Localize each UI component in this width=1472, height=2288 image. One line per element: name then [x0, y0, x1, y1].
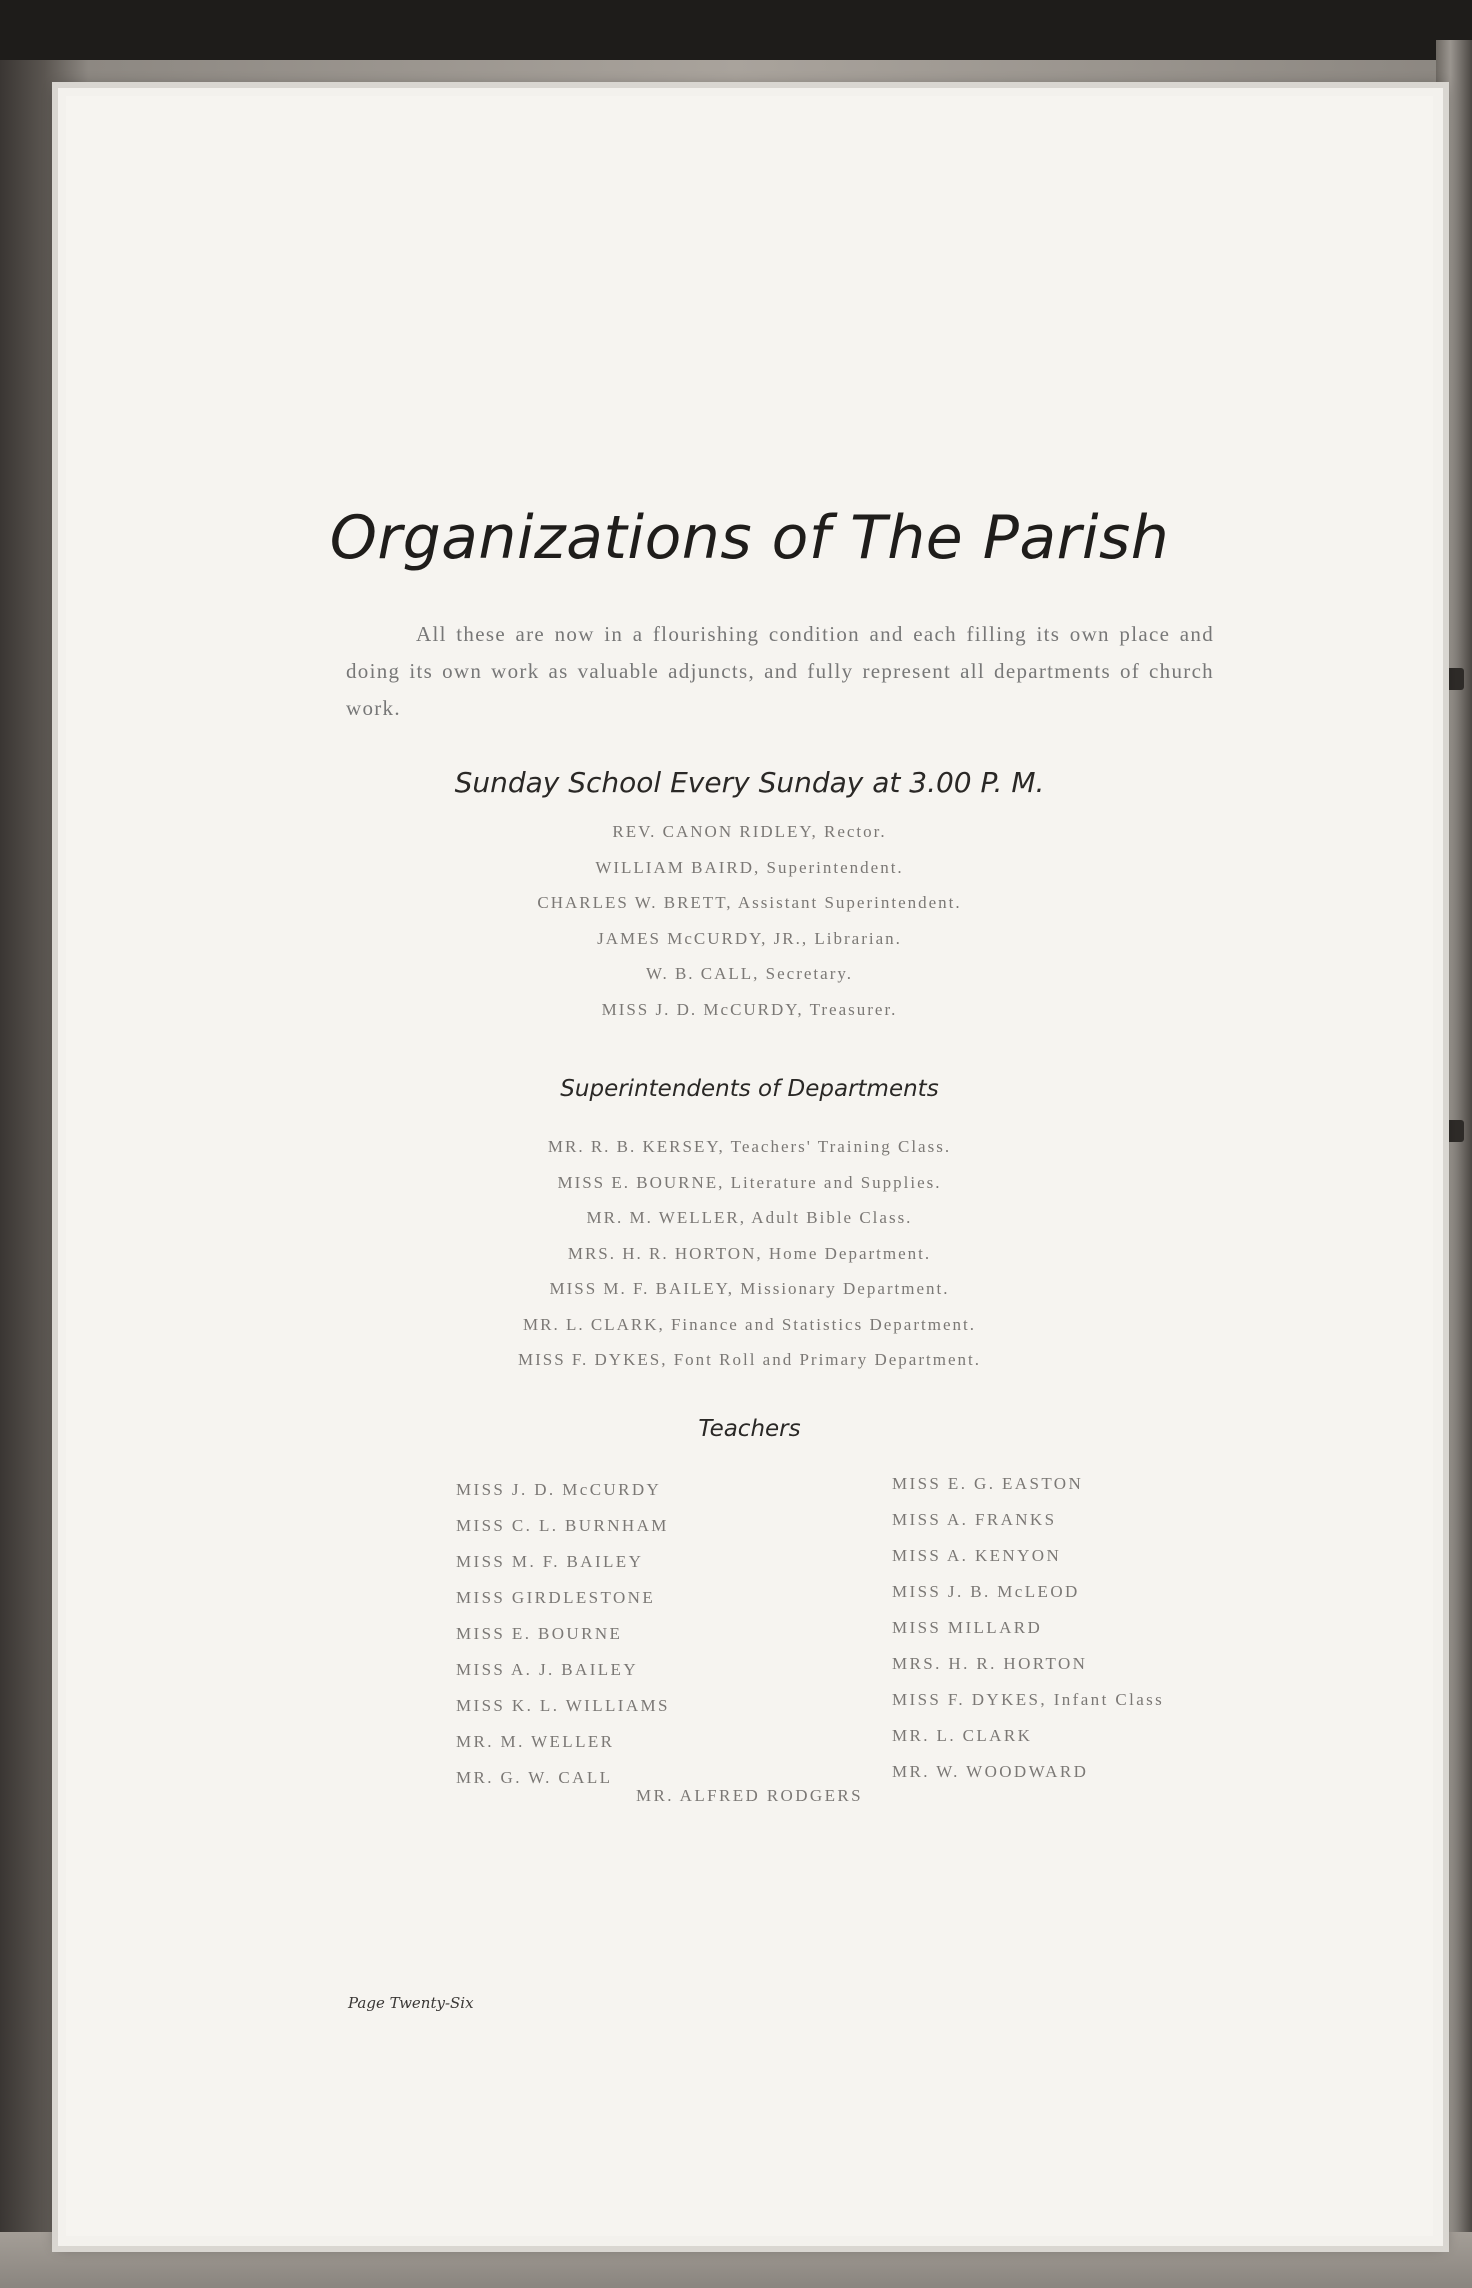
superintendent-entry: MRS. H. R. HORTON, Home Department. [567, 1243, 932, 1263]
teacher-entry: MISS A. FRANKS [892, 1510, 1057, 1529]
page-title: Organizations of The Parish [329, 503, 1170, 573]
teachers-heading: Teachers [698, 1416, 801, 1442]
superintendents-list [66, 1129, 1433, 1378]
teachers-left-column [456, 1472, 670, 1796]
teacher-entry: MRS. H. R. HORTON [892, 1654, 1088, 1673]
teacher-entry: MISS E. BOURNE [456, 1624, 623, 1643]
superintendent-entry: MISS F. DYKES, Font Roll and Primary Department. [518, 1350, 981, 1369]
page-content [66, 96, 1433, 2236]
intro-paragraph: All these are now in a flourishing condition and each filling its own place and doing its own work as valuable adjuncts, and fully represent all departments of church work. [346, 622, 1214, 720]
teacher-entry: MR. W. WOODWARD [892, 1762, 1089, 1781]
teacher-entry: MISS E. G. EASTON [892, 1474, 1084, 1493]
teacher-entry: MR. L. CLARK [892, 1726, 1033, 1745]
scan-top-edge [0, 0, 1472, 60]
officer-entry: REV. CANON RIDLEY, Rector. [612, 822, 887, 841]
teacher-entry: MISS K. L. WILLIAMS [456, 1696, 670, 1715]
page-paper [66, 96, 1433, 2236]
teacher-entry: MR. M. WELLER [456, 1732, 615, 1751]
teacher-entry: MISS A. J. BAILEY [456, 1660, 639, 1679]
superintendent-entry: MR. M. WELLER, Adult Bible Class. [586, 1208, 913, 1227]
superintendent-entry: MR. L. CLARK, Finance and Statistics Department. [523, 1314, 976, 1334]
binding-clip-mark [1446, 668, 1464, 690]
superintendent-entry: MISS E. BOURNE, Literature and Supplies. [557, 1172, 942, 1192]
teacher-entry: MISS C. L. BURNHAM [456, 1516, 669, 1535]
sunday-school-officers [66, 814, 1433, 1027]
teacher-entry: MISS MILLARD [892, 1618, 1043, 1637]
sunday-school-heading: Sunday School Every Sunday at 3.00 P. M. [454, 766, 1045, 799]
book-page [58, 88, 1443, 2246]
teacher-entry: MISS M. F. BAILEY [456, 1552, 644, 1571]
teacher-entry: MISS GIRDLESTONE [456, 1588, 656, 1607]
officer-entry: MISS J. D. McCURDY, Treasurer. [601, 999, 898, 1019]
officer-entry: W. B. CALL, Secretary. [645, 964, 854, 983]
officer-entry: WILLIAM BAIRD, Superintendent. [595, 857, 904, 877]
superintendent-entry: MR. R. B. KERSEY, Teachers' Training Class. [547, 1137, 952, 1156]
teacher-entry: MISS A. KENYON [892, 1546, 1062, 1565]
page-number: Page Twenty-Six [348, 1994, 474, 2012]
teacher-entry: MISS F. DYKES, Infant Class [892, 1690, 1165, 1709]
teacher-entry: MR. G. W. CALL [456, 1768, 613, 1787]
teacher-entry: MISS J. D. McCURDY [456, 1480, 662, 1499]
superintendents-heading: Superintendents of Departments [560, 1076, 939, 1102]
officer-entry: CHARLES W. BRETT, Assistant Superintendent. [537, 893, 962, 912]
superintendent-entry: MISS M. F. BAILEY, Missionary Department. [549, 1279, 950, 1298]
teacher-entry-final: MR. ALFRED RODGERS [636, 1786, 863, 1805]
binding-clip-mark [1446, 1120, 1464, 1142]
teacher-entry: MISS J. B. McLEOD [892, 1582, 1080, 1601]
teachers-right-column [892, 1466, 1164, 1790]
officer-entry: JAMES McCURDY, JR., Librarian. [597, 928, 902, 948]
